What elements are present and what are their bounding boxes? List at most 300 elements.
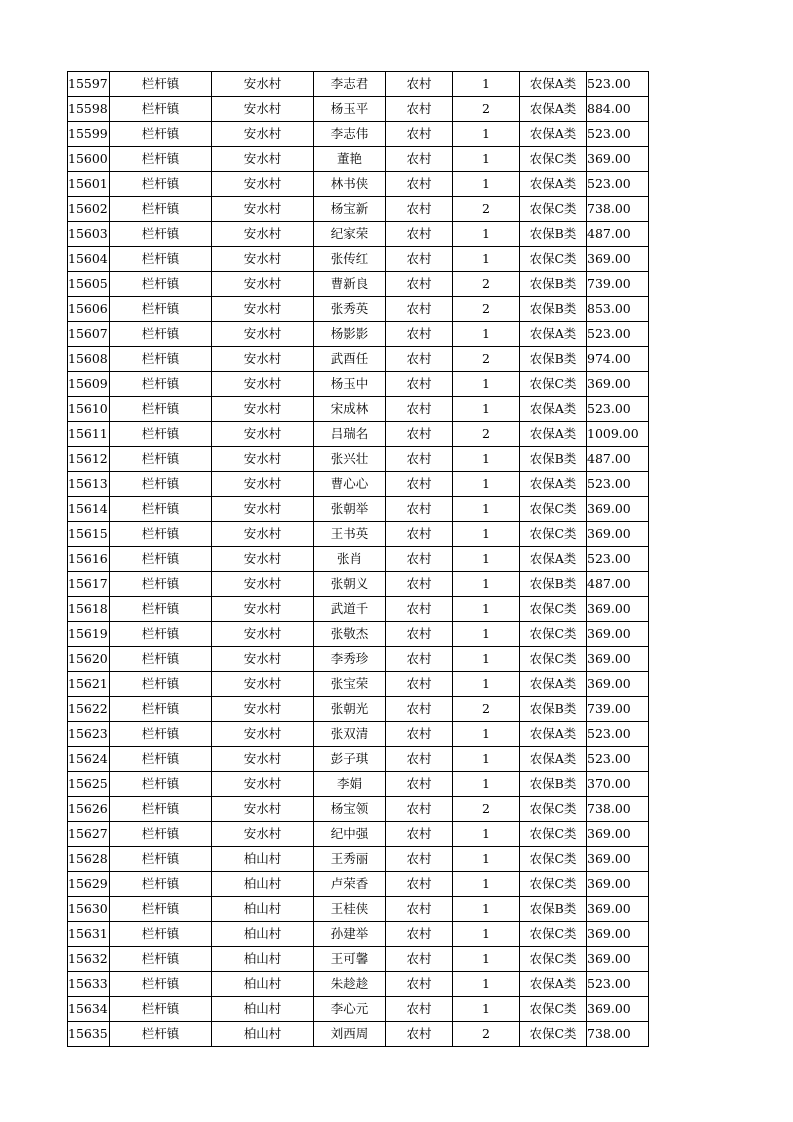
cell-village: 柏山村 bbox=[212, 847, 314, 872]
cell-id: 15630 bbox=[68, 897, 110, 922]
cell-category: 农保C类 bbox=[520, 522, 587, 547]
cell-town: 栏杆镇 bbox=[110, 422, 212, 447]
cell-amount: 739.00 bbox=[587, 697, 649, 722]
cell-town: 栏杆镇 bbox=[110, 247, 212, 272]
cell-category: 农保B类 bbox=[520, 772, 587, 797]
cell-amount: 739.00 bbox=[587, 272, 649, 297]
cell-id: 15624 bbox=[68, 747, 110, 772]
cell-id: 15626 bbox=[68, 797, 110, 822]
cell-id: 15635 bbox=[68, 1022, 110, 1047]
cell-count: 2 bbox=[453, 797, 520, 822]
cell-village: 安水村 bbox=[212, 622, 314, 647]
cell-town: 栏杆镇 bbox=[110, 1022, 212, 1047]
cell-town: 栏杆镇 bbox=[110, 347, 212, 372]
cell-type: 农村 bbox=[386, 822, 453, 847]
cell-category: 农保C类 bbox=[520, 847, 587, 872]
cell-name: 武酉任 bbox=[314, 347, 386, 372]
cell-type: 农村 bbox=[386, 797, 453, 822]
cell-count: 1 bbox=[453, 547, 520, 572]
cell-name: 张朝光 bbox=[314, 697, 386, 722]
cell-id: 15598 bbox=[68, 97, 110, 122]
cell-type: 农村 bbox=[386, 897, 453, 922]
cell-town: 栏杆镇 bbox=[110, 272, 212, 297]
cell-id: 15628 bbox=[68, 847, 110, 872]
cell-category: 农保C类 bbox=[520, 997, 587, 1022]
cell-village: 安水村 bbox=[212, 672, 314, 697]
cell-id: 15608 bbox=[68, 347, 110, 372]
table-row bbox=[68, 272, 649, 297]
table-row bbox=[68, 497, 649, 522]
cell-town: 栏杆镇 bbox=[110, 822, 212, 847]
cell-name: 李志伟 bbox=[314, 122, 386, 147]
cell-village: 柏山村 bbox=[212, 1022, 314, 1047]
cell-town: 栏杆镇 bbox=[110, 447, 212, 472]
cell-type: 农村 bbox=[386, 422, 453, 447]
cell-amount: 369.00 bbox=[587, 522, 649, 547]
cell-id: 15619 bbox=[68, 622, 110, 647]
table-row bbox=[68, 97, 649, 122]
table-row bbox=[68, 822, 649, 847]
cell-type: 农村 bbox=[386, 122, 453, 147]
cell-name: 吕瑞名 bbox=[314, 422, 386, 447]
table-row bbox=[68, 972, 649, 997]
cell-village: 安水村 bbox=[212, 747, 314, 772]
cell-town: 栏杆镇 bbox=[110, 647, 212, 672]
cell-id: 15633 bbox=[68, 972, 110, 997]
cell-name: 张肖 bbox=[314, 547, 386, 572]
cell-town: 栏杆镇 bbox=[110, 697, 212, 722]
cell-category: 农保C类 bbox=[520, 147, 587, 172]
cell-id: 15615 bbox=[68, 522, 110, 547]
cell-count: 1 bbox=[453, 472, 520, 497]
cell-town: 栏杆镇 bbox=[110, 322, 212, 347]
cell-count: 1 bbox=[453, 572, 520, 597]
table-row bbox=[68, 222, 649, 247]
cell-type: 农村 bbox=[386, 147, 453, 172]
cell-village: 安水村 bbox=[212, 647, 314, 672]
cell-type: 农村 bbox=[386, 772, 453, 797]
cell-count: 1 bbox=[453, 147, 520, 172]
cell-village: 安水村 bbox=[212, 472, 314, 497]
cell-amount: 369.00 bbox=[587, 947, 649, 972]
cell-amount: 884.00 bbox=[587, 97, 649, 122]
cell-amount: 523.00 bbox=[587, 472, 649, 497]
cell-category: 农保B类 bbox=[520, 222, 587, 247]
cell-village: 柏山村 bbox=[212, 972, 314, 997]
cell-name: 董艳 bbox=[314, 147, 386, 172]
cell-count: 1 bbox=[453, 447, 520, 472]
cell-category: 农保C类 bbox=[520, 822, 587, 847]
cell-name: 彭子琪 bbox=[314, 747, 386, 772]
cell-amount: 369.00 bbox=[587, 497, 649, 522]
cell-amount: 369.00 bbox=[587, 622, 649, 647]
cell-category: 农保C类 bbox=[520, 647, 587, 672]
cell-name: 杨宝领 bbox=[314, 797, 386, 822]
cell-category: 农保B类 bbox=[520, 347, 587, 372]
cell-town: 栏杆镇 bbox=[110, 622, 212, 647]
cell-town: 栏杆镇 bbox=[110, 597, 212, 622]
cell-amount: 370.00 bbox=[587, 772, 649, 797]
cell-id: 15632 bbox=[68, 947, 110, 972]
cell-town: 栏杆镇 bbox=[110, 947, 212, 972]
cell-type: 农村 bbox=[386, 522, 453, 547]
cell-type: 农村 bbox=[386, 447, 453, 472]
cell-category: 农保B类 bbox=[520, 297, 587, 322]
cell-name: 王秀丽 bbox=[314, 847, 386, 872]
cell-count: 1 bbox=[453, 972, 520, 997]
cell-category: 农保A类 bbox=[520, 122, 587, 147]
cell-amount: 523.00 bbox=[587, 397, 649, 422]
cell-type: 农村 bbox=[386, 622, 453, 647]
cell-count: 1 bbox=[453, 947, 520, 972]
cell-name: 李心元 bbox=[314, 997, 386, 1022]
cell-name: 纪家荣 bbox=[314, 222, 386, 247]
cell-count: 1 bbox=[453, 247, 520, 272]
cell-id: 15609 bbox=[68, 372, 110, 397]
cell-count: 1 bbox=[453, 922, 520, 947]
cell-village: 安水村 bbox=[212, 322, 314, 347]
table-row bbox=[68, 297, 649, 322]
cell-town: 栏杆镇 bbox=[110, 547, 212, 572]
cell-count: 1 bbox=[453, 672, 520, 697]
cell-category: 农保C类 bbox=[520, 597, 587, 622]
cell-name: 张秀英 bbox=[314, 297, 386, 322]
cell-town: 栏杆镇 bbox=[110, 747, 212, 772]
cell-count: 1 bbox=[453, 372, 520, 397]
data-table bbox=[67, 71, 649, 1047]
cell-category: 农保A类 bbox=[520, 722, 587, 747]
cell-id: 15605 bbox=[68, 272, 110, 297]
cell-category: 农保C类 bbox=[520, 197, 587, 222]
cell-amount: 853.00 bbox=[587, 297, 649, 322]
cell-type: 农村 bbox=[386, 947, 453, 972]
cell-category: 农保B类 bbox=[520, 897, 587, 922]
cell-id: 15629 bbox=[68, 872, 110, 897]
cell-count: 1 bbox=[453, 747, 520, 772]
cell-name: 孙建举 bbox=[314, 922, 386, 947]
cell-count: 1 bbox=[453, 897, 520, 922]
cell-village: 柏山村 bbox=[212, 872, 314, 897]
cell-name: 李娟 bbox=[314, 772, 386, 797]
cell-id: 15599 bbox=[68, 122, 110, 147]
cell-town: 栏杆镇 bbox=[110, 472, 212, 497]
cell-count: 2 bbox=[453, 97, 520, 122]
cell-category: 农保C类 bbox=[520, 1022, 587, 1047]
cell-category: 农保B类 bbox=[520, 697, 587, 722]
cell-count: 2 bbox=[453, 297, 520, 322]
cell-category: 农保A类 bbox=[520, 72, 587, 97]
cell-amount: 523.00 bbox=[587, 747, 649, 772]
cell-village: 安水村 bbox=[212, 722, 314, 747]
table-row bbox=[68, 847, 649, 872]
cell-amount: 369.00 bbox=[587, 822, 649, 847]
cell-town: 栏杆镇 bbox=[110, 197, 212, 222]
cell-count: 2 bbox=[453, 697, 520, 722]
table-row bbox=[68, 547, 649, 572]
cell-id: 15597 bbox=[68, 72, 110, 97]
cell-name: 张双清 bbox=[314, 722, 386, 747]
cell-name: 杨玉平 bbox=[314, 97, 386, 122]
cell-town: 栏杆镇 bbox=[110, 122, 212, 147]
table-row bbox=[68, 947, 649, 972]
cell-category: 农保C类 bbox=[520, 497, 587, 522]
cell-type: 农村 bbox=[386, 872, 453, 897]
cell-count: 1 bbox=[453, 722, 520, 747]
table-row bbox=[68, 697, 649, 722]
cell-category: 农保A类 bbox=[520, 672, 587, 697]
cell-count: 1 bbox=[453, 772, 520, 797]
cell-amount: 369.00 bbox=[587, 247, 649, 272]
cell-type: 农村 bbox=[386, 372, 453, 397]
cell-type: 农村 bbox=[386, 922, 453, 947]
cell-name: 纪中强 bbox=[314, 822, 386, 847]
cell-town: 栏杆镇 bbox=[110, 372, 212, 397]
cell-amount: 369.00 bbox=[587, 847, 649, 872]
cell-category: 农保A类 bbox=[520, 747, 587, 772]
cell-village: 安水村 bbox=[212, 397, 314, 422]
cell-name: 王书英 bbox=[314, 522, 386, 547]
cell-village: 柏山村 bbox=[212, 922, 314, 947]
cell-category: 农保C类 bbox=[520, 247, 587, 272]
cell-amount: 523.00 bbox=[587, 547, 649, 572]
table-row bbox=[68, 522, 649, 547]
cell-village: 安水村 bbox=[212, 697, 314, 722]
cell-count: 1 bbox=[453, 222, 520, 247]
cell-village: 安水村 bbox=[212, 347, 314, 372]
cell-category: 农保C类 bbox=[520, 872, 587, 897]
cell-amount: 738.00 bbox=[587, 797, 649, 822]
cell-count: 1 bbox=[453, 997, 520, 1022]
cell-amount: 369.00 bbox=[587, 597, 649, 622]
cell-type: 农村 bbox=[386, 972, 453, 997]
cell-village: 安水村 bbox=[212, 822, 314, 847]
cell-type: 农村 bbox=[386, 222, 453, 247]
cell-village: 安水村 bbox=[212, 97, 314, 122]
cell-type: 农村 bbox=[386, 1022, 453, 1047]
cell-village: 柏山村 bbox=[212, 947, 314, 972]
cell-name: 王桂侠 bbox=[314, 897, 386, 922]
cell-amount: 974.00 bbox=[587, 347, 649, 372]
cell-id: 15600 bbox=[68, 147, 110, 172]
cell-name: 张兴壮 bbox=[314, 447, 386, 472]
cell-count: 2 bbox=[453, 272, 520, 297]
cell-id: 15607 bbox=[68, 322, 110, 347]
cell-type: 农村 bbox=[386, 497, 453, 522]
cell-type: 农村 bbox=[386, 272, 453, 297]
cell-name: 杨玉中 bbox=[314, 372, 386, 397]
cell-amount: 523.00 bbox=[587, 322, 649, 347]
cell-village: 安水村 bbox=[212, 772, 314, 797]
cell-type: 农村 bbox=[386, 547, 453, 572]
cell-village: 柏山村 bbox=[212, 997, 314, 1022]
cell-amount: 487.00 bbox=[587, 447, 649, 472]
cell-type: 农村 bbox=[386, 297, 453, 322]
cell-village: 安水村 bbox=[212, 297, 314, 322]
cell-village: 安水村 bbox=[212, 272, 314, 297]
cell-amount: 523.00 bbox=[587, 722, 649, 747]
table-row bbox=[68, 647, 649, 672]
cell-village: 安水村 bbox=[212, 547, 314, 572]
cell-category: 农保A类 bbox=[520, 97, 587, 122]
cell-id: 15625 bbox=[68, 772, 110, 797]
cell-amount: 369.00 bbox=[587, 872, 649, 897]
cell-town: 栏杆镇 bbox=[110, 672, 212, 697]
cell-amount: 369.00 bbox=[587, 647, 649, 672]
cell-name: 曹心心 bbox=[314, 472, 386, 497]
table-row bbox=[68, 347, 649, 372]
cell-name: 林书侠 bbox=[314, 172, 386, 197]
cell-type: 农村 bbox=[386, 172, 453, 197]
table-row bbox=[68, 797, 649, 822]
cell-category: 农保A类 bbox=[520, 397, 587, 422]
table-row bbox=[68, 422, 649, 447]
cell-id: 15614 bbox=[68, 497, 110, 522]
cell-type: 农村 bbox=[386, 847, 453, 872]
cell-town: 栏杆镇 bbox=[110, 172, 212, 197]
cell-count: 1 bbox=[453, 72, 520, 97]
cell-name: 曹新良 bbox=[314, 272, 386, 297]
cell-village: 安水村 bbox=[212, 797, 314, 822]
cell-count: 1 bbox=[453, 847, 520, 872]
cell-town: 栏杆镇 bbox=[110, 572, 212, 597]
cell-amount: 523.00 bbox=[587, 72, 649, 97]
cell-category: 农保C类 bbox=[520, 622, 587, 647]
cell-amount: 369.00 bbox=[587, 997, 649, 1022]
cell-type: 农村 bbox=[386, 72, 453, 97]
cell-id: 15604 bbox=[68, 247, 110, 272]
cell-id: 15616 bbox=[68, 547, 110, 572]
cell-name: 刘西周 bbox=[314, 1022, 386, 1047]
cell-count: 1 bbox=[453, 597, 520, 622]
cell-town: 栏杆镇 bbox=[110, 972, 212, 997]
cell-name: 王可馨 bbox=[314, 947, 386, 972]
cell-category: 农保C类 bbox=[520, 922, 587, 947]
table-row bbox=[68, 922, 649, 947]
cell-name: 杨影影 bbox=[314, 322, 386, 347]
table-row bbox=[68, 122, 649, 147]
cell-count: 1 bbox=[453, 622, 520, 647]
cell-id: 15606 bbox=[68, 297, 110, 322]
cell-amount: 523.00 bbox=[587, 122, 649, 147]
cell-type: 农村 bbox=[386, 197, 453, 222]
table-row bbox=[68, 72, 649, 97]
cell-type: 农村 bbox=[386, 472, 453, 497]
cell-type: 农村 bbox=[386, 722, 453, 747]
cell-count: 1 bbox=[453, 397, 520, 422]
cell-village: 安水村 bbox=[212, 422, 314, 447]
cell-type: 农村 bbox=[386, 322, 453, 347]
cell-id: 15621 bbox=[68, 672, 110, 697]
cell-type: 农村 bbox=[386, 672, 453, 697]
cell-town: 栏杆镇 bbox=[110, 922, 212, 947]
table-row bbox=[68, 672, 649, 697]
cell-town: 栏杆镇 bbox=[110, 797, 212, 822]
cell-village: 安水村 bbox=[212, 497, 314, 522]
cell-type: 农村 bbox=[386, 597, 453, 622]
cell-category: 农保B类 bbox=[520, 447, 587, 472]
cell-town: 栏杆镇 bbox=[110, 997, 212, 1022]
cell-town: 栏杆镇 bbox=[110, 397, 212, 422]
cell-town: 栏杆镇 bbox=[110, 497, 212, 522]
cell-town: 栏杆镇 bbox=[110, 297, 212, 322]
cell-count: 2 bbox=[453, 422, 520, 447]
cell-village: 安水村 bbox=[212, 222, 314, 247]
cell-type: 农村 bbox=[386, 97, 453, 122]
cell-name: 张敬杰 bbox=[314, 622, 386, 647]
cell-id: 15618 bbox=[68, 597, 110, 622]
cell-count: 1 bbox=[453, 647, 520, 672]
cell-count: 1 bbox=[453, 122, 520, 147]
table-row bbox=[68, 772, 649, 797]
cell-category: 农保A类 bbox=[520, 972, 587, 997]
cell-amount: 487.00 bbox=[587, 572, 649, 597]
cell-type: 农村 bbox=[386, 347, 453, 372]
cell-town: 栏杆镇 bbox=[110, 722, 212, 747]
cell-name: 李秀珍 bbox=[314, 647, 386, 672]
cell-village: 安水村 bbox=[212, 447, 314, 472]
cell-village: 柏山村 bbox=[212, 897, 314, 922]
cell-id: 15631 bbox=[68, 922, 110, 947]
cell-count: 2 bbox=[453, 347, 520, 372]
cell-category: 农保C类 bbox=[520, 947, 587, 972]
table-row bbox=[68, 997, 649, 1022]
cell-category: 农保B类 bbox=[520, 272, 587, 297]
cell-name: 朱趁趁 bbox=[314, 972, 386, 997]
table-row bbox=[68, 247, 649, 272]
cell-town: 栏杆镇 bbox=[110, 97, 212, 122]
cell-id: 15612 bbox=[68, 447, 110, 472]
cell-type: 农村 bbox=[386, 697, 453, 722]
table-row bbox=[68, 897, 649, 922]
table-row bbox=[68, 147, 649, 172]
cell-name: 张传红 bbox=[314, 247, 386, 272]
table-row bbox=[68, 472, 649, 497]
cell-amount: 369.00 bbox=[587, 372, 649, 397]
cell-count: 1 bbox=[453, 522, 520, 547]
cell-town: 栏杆镇 bbox=[110, 147, 212, 172]
cell-id: 15613 bbox=[68, 472, 110, 497]
cell-category: 农保A类 bbox=[520, 422, 587, 447]
cell-amount: 369.00 bbox=[587, 897, 649, 922]
cell-name: 卢荣香 bbox=[314, 872, 386, 897]
cell-type: 农村 bbox=[386, 397, 453, 422]
cell-id: 15634 bbox=[68, 997, 110, 1022]
table-row bbox=[68, 722, 649, 747]
cell-village: 安水村 bbox=[212, 72, 314, 97]
cell-category: 农保A类 bbox=[520, 547, 587, 572]
table-row bbox=[68, 397, 649, 422]
cell-town: 栏杆镇 bbox=[110, 897, 212, 922]
table-row bbox=[68, 872, 649, 897]
cell-count: 1 bbox=[453, 822, 520, 847]
cell-id: 15622 bbox=[68, 697, 110, 722]
cell-village: 安水村 bbox=[212, 572, 314, 597]
cell-town: 栏杆镇 bbox=[110, 772, 212, 797]
table-row bbox=[68, 572, 649, 597]
cell-village: 安水村 bbox=[212, 522, 314, 547]
cell-type: 农村 bbox=[386, 997, 453, 1022]
cell-id: 15627 bbox=[68, 822, 110, 847]
cell-village: 安水村 bbox=[212, 597, 314, 622]
cell-type: 农村 bbox=[386, 247, 453, 272]
cell-amount: 738.00 bbox=[587, 1022, 649, 1047]
table-row bbox=[68, 447, 649, 472]
cell-village: 安水村 bbox=[212, 197, 314, 222]
cell-id: 15601 bbox=[68, 172, 110, 197]
cell-count: 1 bbox=[453, 872, 520, 897]
cell-type: 农村 bbox=[386, 572, 453, 597]
table-row bbox=[68, 197, 649, 222]
